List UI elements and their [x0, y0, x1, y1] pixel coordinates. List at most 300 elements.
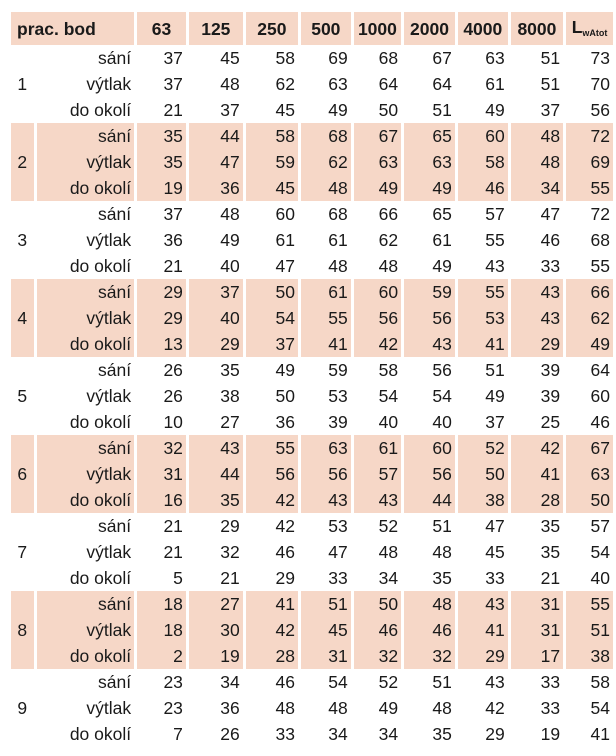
band-level-cell: 27	[189, 591, 243, 617]
working-point-number	[11, 591, 34, 617]
total-level-cell: 56	[590, 100, 610, 120]
total-level-cell: 68	[590, 230, 610, 250]
noise-table-wrapper	[11, 12, 616, 747]
band-level-cell: 40	[378, 412, 399, 432]
band-level-cell: 21	[163, 100, 183, 120]
band-level-cell: 59	[404, 279, 455, 305]
table-row	[11, 461, 613, 487]
band-level-cell: 48	[378, 542, 399, 562]
band-level-cell: 36	[275, 412, 295, 432]
band-level-cell: 43	[458, 591, 508, 617]
band-level-cell: 51	[540, 74, 561, 94]
header-freq-63: 63	[137, 12, 186, 45]
band-level-cell: 48	[220, 74, 240, 94]
band-level-cell: 67	[432, 48, 452, 68]
band-level-cell: 34	[378, 724, 399, 744]
header-freq-500: 500	[301, 12, 351, 45]
working-point-number	[11, 669, 34, 695]
band-level-cell: 43	[354, 487, 401, 513]
band-level-cell: 2	[137, 643, 186, 669]
band-level-cell: 45	[220, 48, 240, 68]
band-level-cell: 50	[354, 591, 401, 617]
total-level-cell: 50	[566, 487, 613, 513]
band-level-cell: 68	[301, 123, 351, 149]
band-level-cell: 56	[404, 305, 455, 331]
band-level-cell: 35	[540, 542, 561, 562]
working-point-number: 2	[11, 149, 34, 175]
band-level-cell: 54	[246, 305, 298, 331]
table-row	[11, 97, 613, 123]
band-level-cell: 61	[275, 230, 295, 250]
working-point-number	[11, 435, 34, 461]
working-point-number	[11, 513, 34, 539]
band-level-cell: 29	[458, 643, 508, 669]
row-label: sání	[98, 204, 132, 224]
working-point-number	[11, 45, 34, 71]
band-level-cell: 37	[163, 204, 183, 224]
band-level-cell: 52	[458, 435, 508, 461]
band-level-cell: 30	[189, 617, 243, 643]
band-level-cell: 52	[378, 516, 399, 536]
band-level-cell: 35	[220, 360, 240, 380]
working-point-number: 9	[17, 698, 28, 718]
band-level-cell: 59	[328, 360, 348, 380]
band-level-cell: 26	[163, 386, 183, 406]
band-level-cell: 37	[189, 279, 243, 305]
header-total-level	[566, 12, 613, 45]
row-label: výtlak	[37, 461, 135, 487]
band-level-cell: 43	[485, 672, 505, 692]
table-row	[11, 409, 613, 435]
row-label: výtlak	[86, 386, 132, 406]
band-level-cell: 48	[432, 698, 452, 718]
band-level-cell: 50	[275, 386, 295, 406]
total-level-cell: 63	[566, 461, 613, 487]
total-level-cell: 55	[590, 256, 610, 276]
band-level-cell: 37	[485, 412, 505, 432]
band-level-cell: 51	[432, 516, 452, 536]
band-level-cell: 19	[189, 643, 243, 669]
working-point-number	[11, 409, 34, 435]
total-level-cell: 41	[590, 724, 610, 744]
band-level-cell: 46	[404, 617, 455, 643]
band-level-cell: 35	[137, 123, 186, 149]
band-level-cell: 37	[163, 74, 183, 94]
band-level-cell: 42	[246, 487, 298, 513]
band-level-cell: 56	[301, 461, 351, 487]
band-level-cell: 68	[378, 48, 399, 68]
table-row	[11, 721, 613, 747]
row-label: výtlak	[86, 698, 132, 718]
band-level-cell: 29	[220, 516, 240, 536]
band-level-cell: 28	[511, 487, 563, 513]
working-point-number: 1	[17, 74, 28, 94]
table-row	[11, 45, 613, 71]
band-level-cell: 49	[404, 175, 455, 201]
total-level-cell: 51	[566, 617, 613, 643]
band-level-cell: 49	[432, 256, 452, 276]
band-level-cell: 29	[511, 331, 563, 357]
band-level-cell: 42	[485, 698, 505, 718]
band-level-cell: 39	[540, 386, 561, 406]
band-level-cell: 52	[378, 672, 399, 692]
band-level-cell: 49	[354, 175, 401, 201]
table-row	[11, 175, 613, 201]
band-level-cell: 40	[432, 412, 452, 432]
band-level-cell: 45	[301, 617, 351, 643]
table-row	[11, 695, 613, 721]
band-level-cell: 60	[354, 279, 401, 305]
band-level-cell: 32	[404, 643, 455, 669]
band-level-cell: 48	[432, 542, 452, 562]
band-level-cell: 54	[328, 672, 348, 692]
band-level-cell: 62	[301, 149, 351, 175]
band-level-cell: 37	[163, 48, 183, 68]
band-level-cell: 5	[173, 568, 183, 588]
band-level-cell: 62	[275, 74, 295, 94]
total-level-cell: 70	[590, 74, 610, 94]
band-level-cell: 36	[220, 698, 240, 718]
band-level-cell: 57	[354, 461, 401, 487]
working-point-number	[11, 565, 34, 591]
band-level-cell: 48	[220, 204, 240, 224]
header-freq-8000: 8000	[511, 12, 563, 45]
row-label: výtlak	[86, 74, 132, 94]
band-level-cell: 43	[511, 305, 563, 331]
band-level-cell: 50	[246, 279, 298, 305]
band-level-cell: 67	[354, 123, 401, 149]
band-level-cell: 51	[432, 100, 452, 120]
working-point-number	[11, 97, 34, 123]
band-level-cell: 50	[378, 100, 399, 120]
working-point-number: 4	[11, 305, 34, 331]
total-level-cell: 66	[566, 279, 613, 305]
band-level-cell: 53	[328, 386, 348, 406]
band-level-cell: 48	[378, 256, 399, 276]
band-level-cell: 56	[246, 461, 298, 487]
band-level-cell: 61	[301, 279, 351, 305]
band-level-cell: 36	[163, 230, 183, 250]
band-level-cell: 47	[540, 204, 561, 224]
band-level-cell: 50	[458, 461, 508, 487]
band-level-cell: 19	[540, 724, 561, 744]
header-freq-4000: 4000	[458, 12, 508, 45]
band-level-cell: 45	[485, 542, 505, 562]
row-label: sání	[37, 279, 135, 305]
band-level-cell: 36	[189, 175, 243, 201]
band-level-cell: 43	[301, 487, 351, 513]
band-level-cell: 44	[404, 487, 455, 513]
band-level-cell: 49	[378, 698, 399, 718]
band-level-cell: 42	[511, 435, 563, 461]
band-level-cell: 48	[404, 591, 455, 617]
band-level-cell: 49	[485, 386, 505, 406]
working-point-number: 5	[17, 386, 28, 406]
working-point-number	[11, 175, 34, 201]
row-label: sání	[37, 435, 135, 461]
band-level-cell: 29	[189, 331, 243, 357]
band-level-cell: 41	[458, 331, 508, 357]
band-level-cell: 33	[485, 568, 505, 588]
total-level-cell: 54	[590, 542, 610, 562]
total-level-cell: 57	[590, 516, 610, 536]
band-level-cell: 10	[163, 412, 183, 432]
band-level-cell: 56	[432, 360, 452, 380]
band-level-cell: 45	[246, 175, 298, 201]
band-level-cell: 48	[301, 175, 351, 201]
band-level-cell: 63	[354, 149, 401, 175]
band-level-cell: 64	[378, 74, 399, 94]
band-level-cell: 48	[511, 149, 563, 175]
table-row	[11, 435, 613, 461]
table-row	[11, 279, 613, 305]
band-level-cell: 23	[163, 672, 183, 692]
band-level-cell: 33	[275, 724, 295, 744]
band-level-cell: 37	[220, 100, 240, 120]
band-level-cell: 58	[275, 48, 295, 68]
band-level-cell: 63	[301, 435, 351, 461]
band-level-cell: 46	[275, 672, 295, 692]
band-level-cell: 27	[220, 412, 240, 432]
band-level-cell: 33	[328, 568, 348, 588]
table-row	[11, 539, 613, 565]
table-row	[11, 305, 613, 331]
band-level-cell: 29	[137, 305, 186, 331]
band-level-cell: 38	[458, 487, 508, 513]
band-level-cell: 31	[511, 617, 563, 643]
working-point-number	[11, 279, 34, 305]
table-row	[11, 357, 613, 383]
working-point-number	[11, 253, 34, 279]
band-level-cell: 55	[458, 279, 508, 305]
table-row	[11, 513, 613, 539]
total-level-cell: 67	[566, 435, 613, 461]
band-level-cell: 21	[163, 256, 183, 276]
band-level-cell: 43	[485, 256, 505, 276]
band-level-cell: 42	[246, 617, 298, 643]
total-level-cell: 58	[590, 672, 610, 692]
table-row	[11, 201, 613, 227]
band-level-cell: 38	[220, 386, 240, 406]
total-level-cell: 40	[590, 568, 610, 588]
working-point-number	[11, 487, 34, 513]
table-row	[11, 149, 613, 175]
band-level-cell: 43	[189, 435, 243, 461]
band-level-cell: 40	[220, 256, 240, 276]
band-level-cell: 54	[432, 386, 452, 406]
table-row	[11, 253, 613, 279]
total-level-cell: 55	[566, 175, 613, 201]
total-level-cell: 72	[590, 204, 610, 224]
band-level-cell: 60	[458, 123, 508, 149]
total-level-cell: 54	[590, 698, 610, 718]
band-level-cell: 31	[137, 461, 186, 487]
band-level-cell: 43	[511, 279, 563, 305]
band-level-cell: 49	[328, 100, 348, 120]
band-level-cell: 55	[246, 435, 298, 461]
band-level-cell: 18	[137, 591, 186, 617]
row-label: do okolí	[37, 487, 135, 513]
total-level-subscript: wAtot	[582, 28, 608, 38]
working-point-number: 6	[11, 461, 34, 487]
band-level-cell: 35	[432, 568, 452, 588]
band-level-cell: 58	[458, 149, 508, 175]
band-level-cell: 46	[354, 617, 401, 643]
header-freq-1000: 1000	[354, 12, 401, 45]
noise-level-table	[8, 12, 616, 747]
band-level-cell: 45	[275, 100, 295, 120]
total-level-cell: 69	[566, 149, 613, 175]
band-level-cell: 48	[328, 256, 348, 276]
row-label: výtlak	[86, 230, 132, 250]
table-row	[11, 565, 613, 591]
band-level-cell: 28	[246, 643, 298, 669]
band-level-cell: 48	[511, 123, 563, 149]
band-level-cell: 39	[540, 360, 561, 380]
band-level-cell: 62	[378, 230, 399, 250]
band-level-cell: 51	[485, 360, 505, 380]
total-level-cell: 46	[590, 412, 610, 432]
total-level-cell: 62	[566, 305, 613, 331]
band-level-cell: 17	[511, 643, 563, 669]
band-level-cell: 46	[540, 230, 561, 250]
band-level-cell: 60	[275, 204, 295, 224]
band-level-cell: 23	[163, 698, 183, 718]
band-level-cell: 29	[485, 724, 505, 744]
band-level-cell: 47	[189, 149, 243, 175]
total-level-cell: 60	[590, 386, 610, 406]
band-level-cell: 53	[458, 305, 508, 331]
band-level-cell: 49	[220, 230, 240, 250]
band-level-cell: 61	[485, 74, 505, 94]
band-level-cell: 47	[485, 516, 505, 536]
band-level-cell: 56	[404, 461, 455, 487]
working-point-number	[11, 721, 34, 747]
band-level-cell: 49	[275, 360, 295, 380]
band-level-cell: 42	[275, 516, 295, 536]
total-level-cell: 64	[590, 360, 610, 380]
band-level-cell: 25	[540, 412, 561, 432]
band-level-cell: 61	[432, 230, 452, 250]
band-level-cell: 63	[328, 74, 348, 94]
row-label: do okolí	[69, 256, 132, 276]
band-level-cell: 29	[137, 279, 186, 305]
working-point-number	[11, 201, 34, 227]
band-level-cell: 46	[275, 542, 295, 562]
table-row	[11, 123, 613, 149]
row-label: do okolí	[37, 331, 135, 357]
band-level-cell: 35	[137, 149, 186, 175]
band-level-cell: 43	[404, 331, 455, 357]
band-level-cell: 53	[328, 516, 348, 536]
band-level-cell: 46	[458, 175, 508, 201]
band-level-cell: 34	[328, 724, 348, 744]
band-level-cell: 13	[137, 331, 186, 357]
band-level-cell: 61	[354, 435, 401, 461]
working-point-number: 7	[17, 542, 28, 562]
band-level-cell: 35	[540, 516, 561, 536]
band-level-cell: 32	[220, 542, 240, 562]
band-level-cell: 48	[328, 698, 348, 718]
band-level-cell: 33	[540, 256, 561, 276]
table-row	[11, 383, 613, 409]
band-level-cell: 26	[163, 360, 183, 380]
table-row	[11, 331, 613, 357]
band-level-cell: 31	[511, 591, 563, 617]
band-level-cell: 51	[301, 591, 351, 617]
row-label: výtlak	[86, 542, 132, 562]
row-label: do okolí	[69, 724, 132, 744]
band-level-cell: 69	[328, 48, 348, 68]
working-point-number: 3	[17, 230, 28, 250]
row-label: sání	[98, 48, 132, 68]
band-level-cell: 37	[540, 100, 561, 120]
total-level-cell: 49	[566, 331, 613, 357]
band-level-cell: 34	[511, 175, 563, 201]
band-level-cell: 41	[458, 617, 508, 643]
band-level-cell: 58	[246, 123, 298, 149]
working-point-number	[11, 643, 34, 669]
band-level-cell: 34	[378, 568, 399, 588]
band-level-cell: 66	[378, 204, 399, 224]
band-level-cell: 64	[432, 74, 452, 94]
band-level-cell: 59	[246, 149, 298, 175]
row-label: do okolí	[37, 175, 135, 201]
band-level-cell: 40	[189, 305, 243, 331]
table-row	[11, 227, 613, 253]
band-level-cell: 56	[354, 305, 401, 331]
band-level-cell: 33	[540, 698, 561, 718]
table-row	[11, 617, 613, 643]
band-level-cell: 51	[432, 672, 452, 692]
header-working-point: prac. bod	[11, 12, 134, 45]
header-row	[11, 12, 613, 45]
header-freq-125: 125	[189, 12, 243, 45]
band-level-cell: 58	[378, 360, 399, 380]
total-level-cell: 72	[566, 123, 613, 149]
row-label: sání	[98, 672, 132, 692]
band-level-cell: 35	[189, 487, 243, 513]
band-level-cell: 37	[246, 331, 298, 357]
band-level-cell: 29	[275, 568, 295, 588]
band-level-cell: 55	[301, 305, 351, 331]
band-level-cell: 63	[485, 48, 505, 68]
table-row	[11, 643, 613, 669]
band-level-cell: 57	[485, 204, 505, 224]
band-level-cell: 63	[404, 149, 455, 175]
band-level-cell: 21	[220, 568, 240, 588]
table-row	[11, 487, 613, 513]
band-level-cell: 21	[163, 542, 183, 562]
total-level-cell: 73	[590, 48, 610, 68]
header-freq-250: 250	[246, 12, 298, 45]
total-level-cell: 38	[566, 643, 613, 669]
band-level-cell: 65	[432, 204, 452, 224]
band-level-cell: 31	[301, 643, 351, 669]
total-level-cell: 55	[566, 591, 613, 617]
table-row	[11, 71, 613, 97]
band-level-cell: 21	[540, 568, 561, 588]
total-level-main: L	[571, 17, 583, 37]
band-level-cell: 33	[540, 672, 561, 692]
band-level-cell: 34	[220, 672, 240, 692]
row-label: do okolí	[69, 100, 132, 120]
band-level-cell: 65	[404, 123, 455, 149]
band-level-cell: 51	[540, 48, 561, 68]
band-level-cell: 41	[511, 461, 563, 487]
band-level-cell: 68	[328, 204, 348, 224]
band-level-cell: 42	[354, 331, 401, 357]
